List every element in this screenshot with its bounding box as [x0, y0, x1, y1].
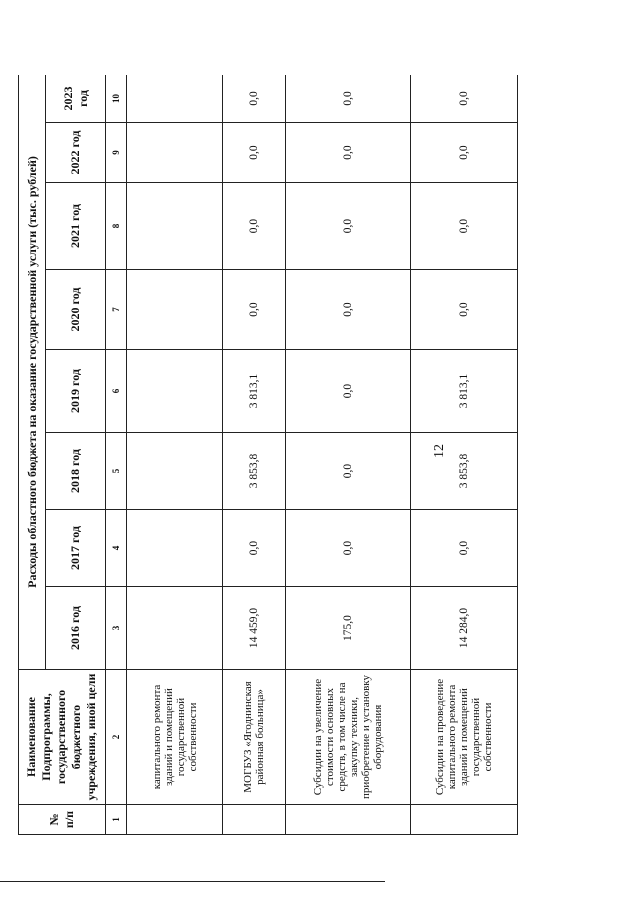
row-value — [127, 350, 222, 433]
column-number: 2 — [105, 670, 127, 805]
row-value: 0,0 — [222, 270, 285, 350]
table-row — [285, 75, 410, 835]
row-num — [285, 805, 410, 835]
row-num — [222, 805, 285, 835]
header-year: 2020 год — [46, 270, 106, 350]
row-value: 0,0 — [222, 75, 285, 123]
row-value — [127, 433, 222, 510]
column-number: 10 — [105, 75, 127, 123]
row-name: капитального ремонта зданий и помещений государственной собственности — [127, 670, 222, 805]
rotated-table-container — [18, 75, 518, 835]
row-num — [410, 805, 517, 835]
row-value: 3 853,8 — [410, 433, 517, 510]
column-number: 7 — [105, 270, 127, 350]
row-value: 0,0 — [222, 510, 285, 587]
row-num — [127, 805, 222, 835]
row-value — [127, 183, 222, 270]
row-value — [127, 510, 222, 587]
row-value: 175,0 — [285, 587, 410, 670]
table-viewport — [18, 75, 518, 835]
header-year: 2022 год — [46, 123, 106, 183]
column-number: 4 — [105, 510, 127, 587]
row-value: 3 813,1 — [222, 350, 285, 433]
column-number: 1 — [105, 805, 127, 835]
header-year: 2023 год — [46, 75, 106, 123]
column-number: 5 — [105, 433, 127, 510]
row-name: Субсидии на увеличение стоимости основных средств, в том числе на закупку техники, приобретение и установку оборудования — [285, 670, 410, 805]
column-number: 9 — [105, 123, 127, 183]
expenses-table — [18, 75, 518, 835]
header-num: № п/п — [19, 805, 106, 835]
row-value — [127, 123, 222, 183]
row-value: 0,0 — [285, 510, 410, 587]
footer-divider — [0, 881, 385, 882]
row-value — [127, 270, 222, 350]
row-value: 0,0 — [222, 183, 285, 270]
row-value: 0,0 — [410, 183, 517, 270]
header-year: 2016 год — [46, 587, 106, 670]
row-value: 0,0 — [410, 510, 517, 587]
row-value: 0,0 — [285, 270, 410, 350]
header-year: 2021 год — [46, 183, 106, 270]
row-value: 0,0 — [410, 270, 517, 350]
row-value — [127, 587, 222, 670]
row-value: 3 813,1 — [410, 350, 517, 433]
table-row — [127, 75, 222, 835]
row-value: 3 853,8 — [222, 433, 285, 510]
row-value: 0,0 — [285, 75, 410, 123]
row-value: 0,0 — [285, 433, 410, 510]
row-value: 0,0 — [285, 350, 410, 433]
row-name: МОГБУЗ «Ягоднинская районная больница» — [222, 670, 285, 805]
row-value: 0,0 — [222, 123, 285, 183]
column-number: 8 — [105, 183, 127, 270]
row-value: 14 459,0 — [222, 587, 285, 670]
table-row — [222, 75, 285, 835]
row-value: 0,0 — [285, 123, 410, 183]
header-year: 2019 год — [46, 350, 106, 433]
table-row — [410, 75, 517, 835]
header-name: Наименование Подпрограммы, государственного бюджетного учреждения, иной цели — [19, 670, 106, 805]
column-number: 3 — [105, 587, 127, 670]
row-value — [127, 75, 222, 123]
column-number: 6 — [105, 350, 127, 433]
page-number: 12 — [432, 444, 447, 458]
row-value: 0,0 — [410, 75, 517, 123]
row-value: 0,0 — [410, 123, 517, 183]
header-year: 2018 год — [46, 433, 106, 510]
header-expenses-span: Расходы областного бюджета на оказание государственной услуги (тыс. рублей) — [19, 75, 46, 670]
row-value: 0,0 — [285, 183, 410, 270]
row-value: 14 284,0 — [410, 587, 517, 670]
row-name: Субсидии на проведение капитального ремонта зданий и помещений государственной собственности — [410, 670, 517, 805]
header-year: 2017 год — [46, 510, 106, 587]
